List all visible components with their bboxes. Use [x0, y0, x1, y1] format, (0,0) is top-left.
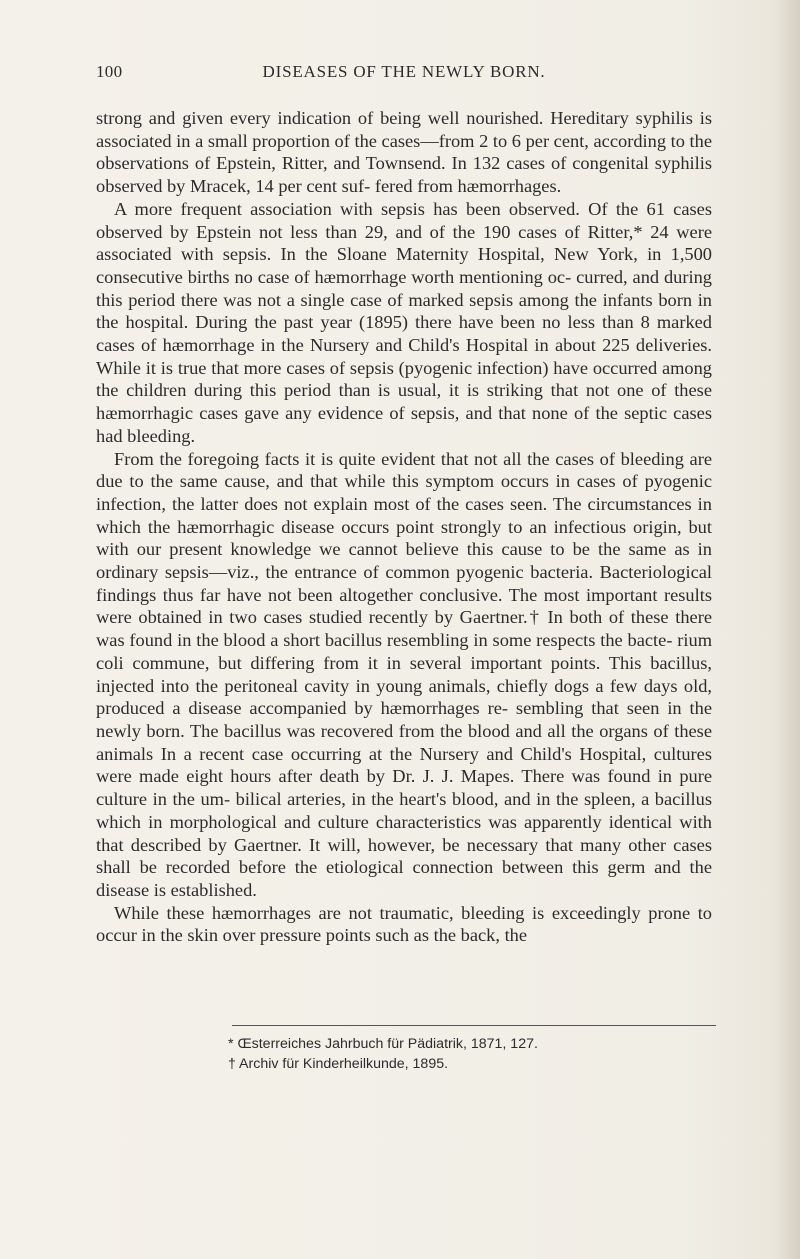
running-title: DISEASES OF THE NEWLY BORN. — [262, 62, 546, 81]
footnote: † Archiv für Kinderheilkunde, 1895. — [228, 1056, 449, 1072]
footnote-divider — [232, 1025, 716, 1026]
footnote: * Œsterreiches Jahrbuch für Pädiatrik, 1871, 127. — [228, 1036, 538, 1052]
page-number: 100 — [96, 62, 123, 81]
paragraph: From the foregoing facts it is quite evident that not all the cases of bleeding are due to the same cause, and that while this symptom occurs in cases of pyogenic infection, the latter does not explain most of the cases seen. The circumstances in which the hæmorrhagic disease occurs point strongly to an infectious origin, but with our present knowledge we cannot believe this cause to be the same as in ordinary sepsis—viz., the entrance of common pyogenic bacteria. Bacteriological findings thus far have not been altogether conclusive. The most important results were obtained in two cases studied recently by Gaertner.† In both of these there was found in the blood a short bacillus resembling in some respects the bacte- rium coli commune, but differing from it in several important points. This bacillus, injected into the peritoneal cavity in young animals, chiefly dogs a few days old, produced a disease accompanied by hæmorrhages re- sembling that seen in the newly born. The bacillus was recovered from the blood and all the organs of these animals In a recent case occurring at the Nursery and Child's Hospital, cultures were made eight hours after death by Dr. J. J. Mapes. There was found in pure culture in the um- bilical arteries, in the heart's blood, and in the spleen, a bacillus which in morphological and culture characteristics was apparently identical with that described by Gaertner. It will, however, be necessary that many other cases shall be recorded before the etiological connection between this germ and the disease is established. — [96, 448, 712, 900]
footnotes — [96, 1034, 712, 1074]
paragraph: strong and given every indication of being well nourished. Hereditary syphilis is associated in a small proportion of the cases—from 2 to 6 per cent, according to the observations of Epstein, Ritter, and Townsend. In 132 cases of congenital syphilis observed by Mracek, 14 per cent suf- fered from hæmorrhages. — [96, 108, 712, 197]
running-header — [96, 62, 712, 90]
paragraph: A more frequent association with sepsis has been observed. Of the 61 cases observed by Epstein not less than 29, and of the 190 cases of Ritter,* 24 were associated with sepsis. In the Sloane Maternity Hospital, New York, in 1,500 consecutive births no case of hæmorrhage worth mentioning oc- curred, and during this period there was not a single case of marked sepsis among the infants born in the hospital. During the past year (1895) there have been no less than 8 marked cases of hæmorrhage in the Nursery and Child's Hospital in about 225 deliveries. While it is true that more cases of sepsis (pyogenic infection) have occurred among the children during this period than is usual, it is striking that not one of these hæmorrhagic cases gave any evidence of sepsis, and that none of the septic cases had bleeding. — [96, 198, 712, 446]
paragraph: While these hæmorrhages are not traumatic, bleeding is exceedingly prone to occur in the skin over pressure points such as the back, the — [96, 902, 712, 946]
body-text — [96, 107, 712, 947]
page-edge-shadow — [774, 0, 800, 1259]
